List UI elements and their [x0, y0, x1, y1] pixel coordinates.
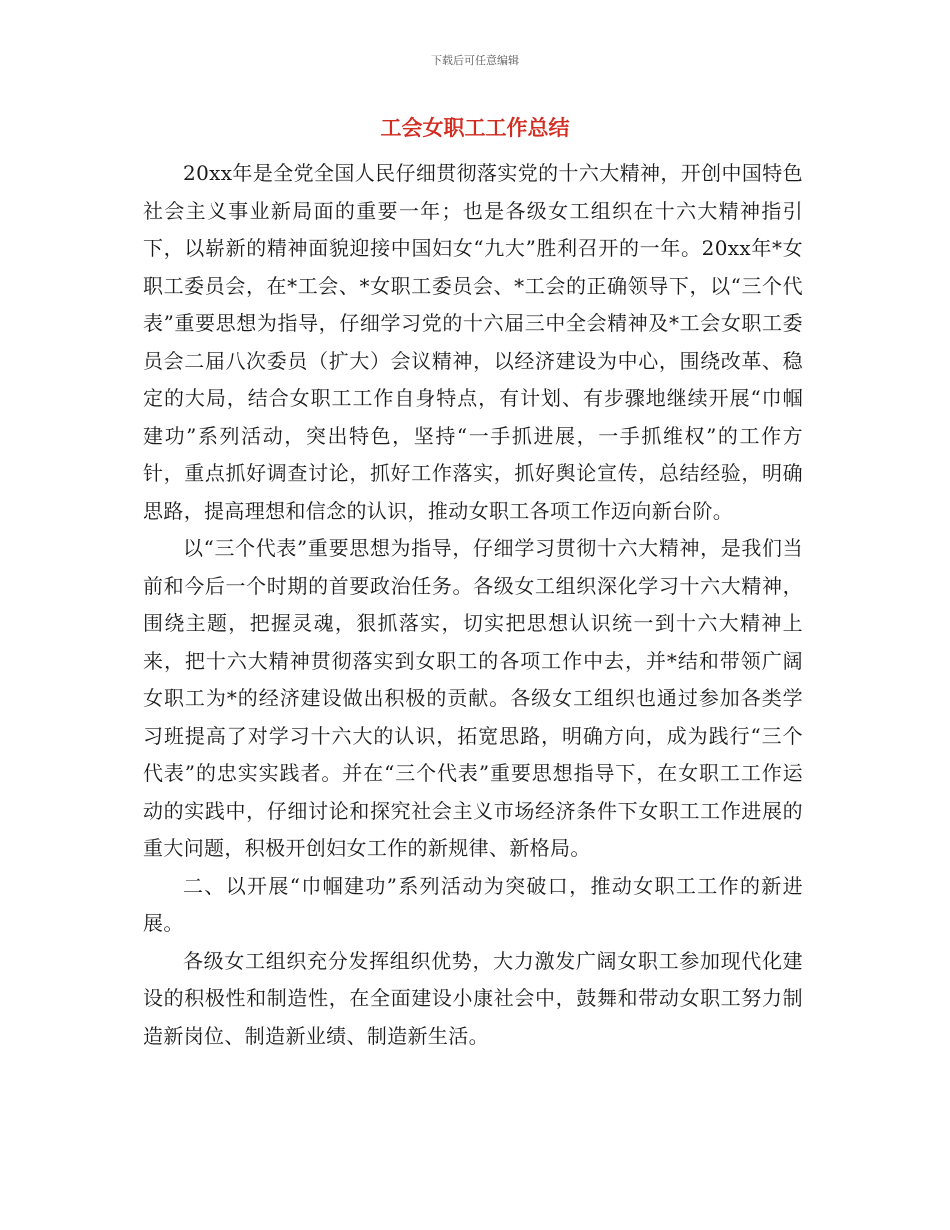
paragraph: 各级女工组织充分发挥组织优势，大力激发广阔女职工参加现代化建设的积极性和制造性，在全面建设小康社会中，鼓舞和带动女职工努力制造新岗位、制造新业绩、制造新生活。 — [143, 948, 803, 1048]
paragraph: 以“三个代表”重要思想为指导，仔细学习贯彻十六大精神，是我们当前和今后一个时期的首要政治任务。各级女工组织深化学习十六大精神，围绕主题，把握灵魂，狠抓落实，切实把思想认识统一到十六大精神上来，把十六大精神贯彻落实到女职工的各项工作中去，并*结和带领广阔女职工为*的经济建设做出积极的贡献。各级女工组织也通过参加各类学习班提高了对学习十六大的认识，拓宽思路，明确方向，成为践行“三个代表”的忠实实践者。并在“三个代表”重要思想指导下，在女职工工作运动的实践中，仔细讨论和探究社会主义市场经济条件下女职工工作进展的重大问题，积极开创妇女工作的新规律、新格局。 — [143, 536, 803, 860]
page-header: 下载后可任意编辑 — [431, 54, 519, 67]
section-heading-paragraph: 二、以开展“巾帼建功”系列活动为突破口，推动女职工工作的新进展。 — [143, 873, 803, 935]
paragraph: 20xx年是全党全国人民仔细贯彻落实党的十六大精神，开创中国特色社会主义事业新局面的重要一年；也是各级女工组织在十六大精神指引下，以崭新的精神面貌迎接中国妇女“九大”胜利召开的一年。20xx年*女职工委员会，在*工会、*女职工委员会、*工会的正确领导下，以“三个代表”重要思想为指导，仔细学习党的十六届三中全会精神及*工会女职工委员会二届八次委员（扩大）会议精神，以经济建设为中心，围绕改革、稳定的大局，结合女职工工作自身特点，有计划、有步骤地继续开展“巾帼建功”系列活动，突出特色，坚持“一手抓进展，一手抓维权”的工作方针，重点抓好调查讨论，抓好工作落实，抓好舆论宣传，总结经验，明确思路，提高理想和信念的认识，推动女职工各项工作迈向新台阶。 — [143, 161, 803, 523]
document-body — [143, 155, 803, 1055]
document-title: 工会女职工工作总结 — [380, 116, 570, 140]
